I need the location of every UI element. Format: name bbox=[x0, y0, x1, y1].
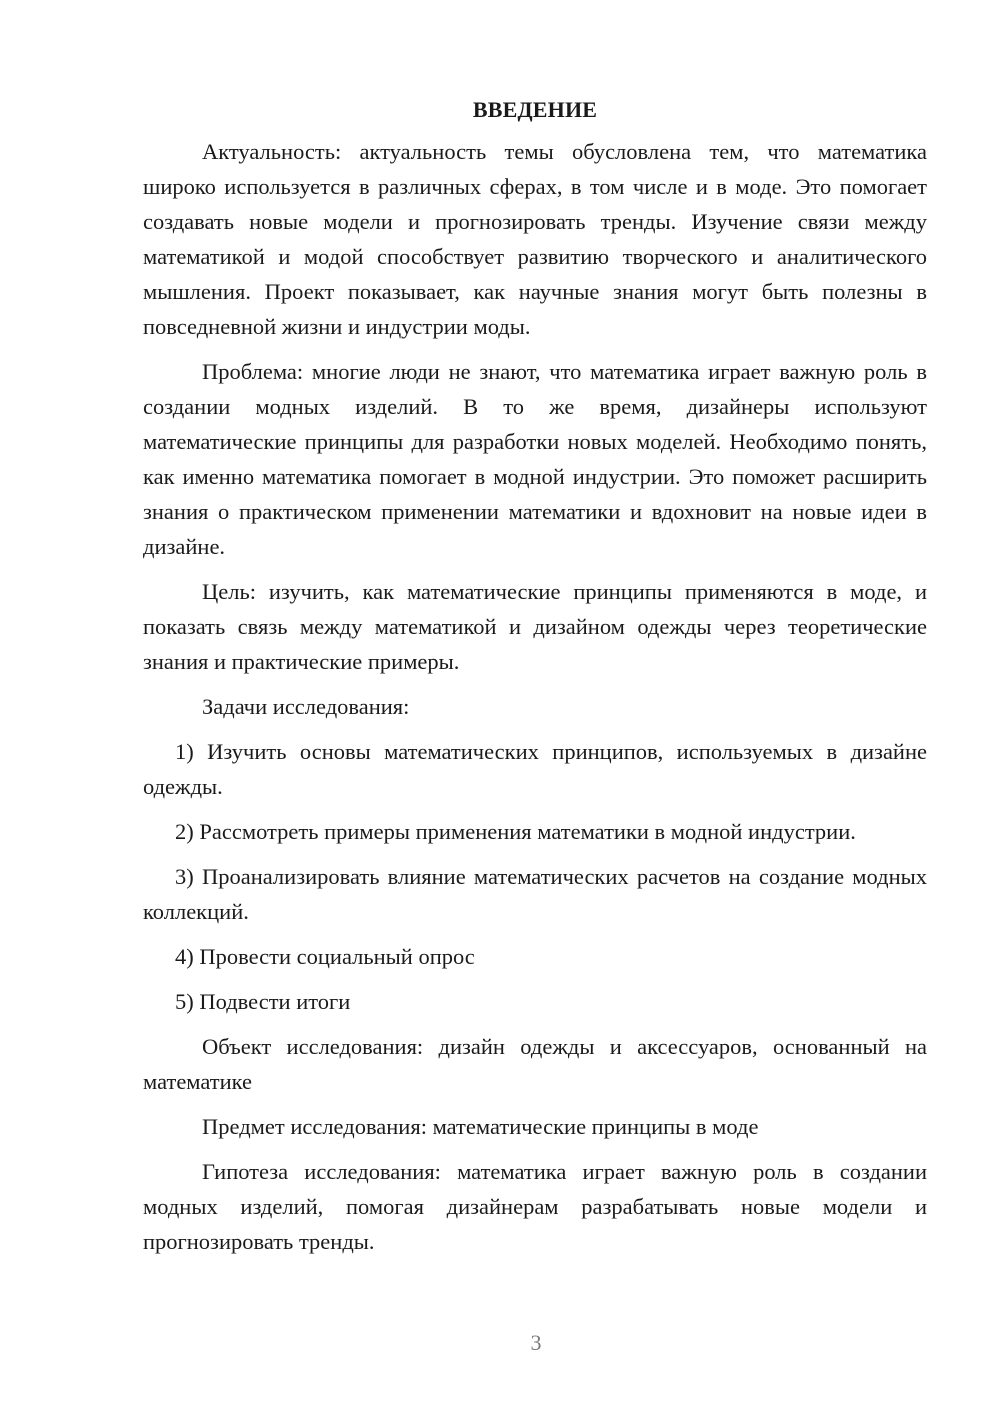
task-item-3: 3) Проанализировать влияние математических расчетов на создание модных коллекций. bbox=[143, 864, 927, 924]
paragraph-tasks-heading: Задачи исследования: bbox=[202, 694, 410, 719]
task-item-4: 4) Провести социальный опрос bbox=[175, 944, 475, 969]
paragraph-goal: Цель: изучить, как математические принципы применяются в моде, и показать связь между математикой и дизайном одежды через теоретические знания и практические примеры. bbox=[143, 579, 927, 674]
paragraph-relevance: Актуальность: актуальность темы обусловлена тем, что математика широко используется в различных сферах, в том числе и в моде. Это помогает создавать новые модели и прогнозировать тренды. Изучение связи между математикой и модой способствует развитию творческого и аналитического мышления. Проект показывает, как научные знания могут быть полезны в повседневной жизни и индустрии моды. bbox=[143, 139, 927, 339]
page-number: 3 bbox=[530, 1330, 542, 1355]
paragraph-subject: Предмет исследования: математические принципы в моде bbox=[202, 1114, 759, 1139]
paragraph-object: Объект исследования: дизайн одежды и аксессуаров, основанный на математике bbox=[143, 1034, 927, 1094]
section-title: ВВЕДЕНИЕ bbox=[472, 97, 598, 122]
paragraph-hypothesis: Гипотеза исследования: математика играет важную роль в создании модных изделий, помогая дизайнерам разрабатывать новые модели и прогнозировать тренды. bbox=[143, 1159, 927, 1254]
paragraph-problem: Проблема: многие люди не знают, что математика играет важную роль в создании модных изделий. В то же время, дизайнеры используют математические принципы для разработки новых моделей. Необходимо понять, как именно математика помогает в модной индустрии. Это поможет расширить знания о практическом применении математики и вдохновит на новые идеи в дизайне. bbox=[143, 359, 927, 559]
task-item-2: 2) Рассмотреть примеры применения математики в модной индустрии. bbox=[175, 819, 856, 844]
page-content bbox=[143, 92, 927, 1269]
task-item-5: 5) Подвести итоги bbox=[175, 989, 351, 1014]
task-item-1: 1) Изучить основы математических принципов, используемых в дизайне одежды. bbox=[143, 739, 927, 799]
